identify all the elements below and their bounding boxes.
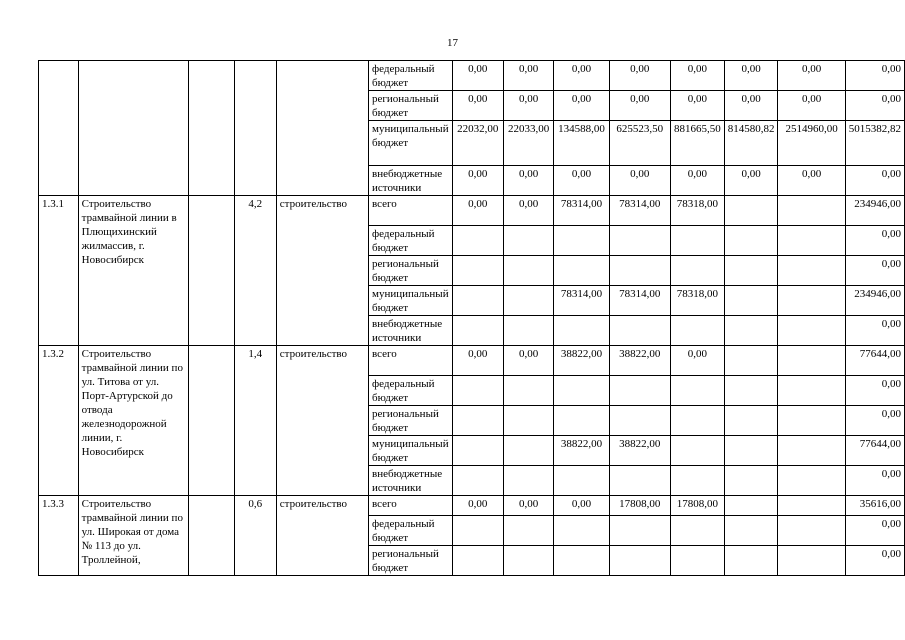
year-value: 0,00 [724, 61, 778, 91]
year-value [778, 376, 845, 406]
year-value: 38822,00 [609, 436, 670, 466]
year-value [778, 256, 845, 286]
total-value: 0,00 [845, 546, 904, 576]
year-value [670, 256, 724, 286]
work-type: строительство [276, 196, 368, 346]
year-value: 0,00 [554, 91, 609, 121]
funding-source: муниципальный бюджет [369, 436, 453, 466]
table-row [39, 346, 905, 376]
total-value: 0,00 [845, 376, 904, 406]
object-name: Строительство трамвайной линии по ул. Титова от ул. Порт-Артурской до отвода железнодорожной линии, г. Новосибирск [78, 346, 188, 496]
year-value: 134588,00 [554, 121, 609, 166]
year-value: 78314,00 [609, 286, 670, 316]
year-value [503, 466, 554, 496]
year-value [724, 516, 778, 546]
year-value: 0,00 [724, 91, 778, 121]
funding-source: региональный бюджет [369, 406, 453, 436]
year-value [670, 406, 724, 436]
year-value [452, 406, 503, 436]
year-value: 38822,00 [554, 346, 609, 376]
year-value: 22032,00 [452, 121, 503, 166]
total-value: 77644,00 [845, 346, 904, 376]
year-value [724, 406, 778, 436]
length-km: 0,6 [234, 496, 276, 576]
year-value: 881665,50 [670, 121, 724, 166]
year-value [609, 546, 670, 576]
year-value [724, 286, 778, 316]
year-value: 0,00 [452, 61, 503, 91]
total-value: 5015382,82 [845, 121, 904, 166]
length-km: 4,2 [234, 196, 276, 346]
year-value [554, 226, 609, 256]
year-value [503, 516, 554, 546]
year-value: 22033,00 [503, 121, 554, 166]
year-value [609, 256, 670, 286]
object-name [78, 61, 188, 196]
row-number: 1.3.3 [39, 496, 79, 576]
year-value: 0,00 [503, 166, 554, 196]
year-value: 0,00 [778, 61, 845, 91]
year-value [554, 256, 609, 286]
year-value: 0,00 [452, 196, 503, 226]
year-value [554, 406, 609, 436]
year-value: 0,00 [554, 166, 609, 196]
year-value [609, 376, 670, 406]
funding-source: внебюджетные источники [369, 316, 453, 346]
year-value [724, 196, 778, 226]
year-value [609, 516, 670, 546]
year-value: 0,00 [609, 61, 670, 91]
funding-source: всего [369, 496, 453, 516]
year-value: 0,00 [609, 91, 670, 121]
year-value: 0,00 [452, 91, 503, 121]
total-value: 0,00 [845, 61, 904, 91]
year-value [670, 516, 724, 546]
total-value: 0,00 [845, 316, 904, 346]
year-value [778, 286, 845, 316]
year-value: 814580,82 [724, 121, 778, 166]
year-value [778, 546, 845, 576]
year-value [609, 466, 670, 496]
year-value [503, 316, 554, 346]
year-value [778, 466, 845, 496]
year-value [554, 466, 609, 496]
year-value [452, 286, 503, 316]
object-name: Строительство трамвайной линии по ул. Широкая от дома № 113 до ул. Троллейной, [78, 496, 188, 576]
year-value [554, 316, 609, 346]
empty-cell [188, 196, 234, 346]
year-value [609, 226, 670, 256]
work-type [276, 61, 368, 196]
empty-cell [188, 496, 234, 576]
year-value [503, 436, 554, 466]
year-value: 0,00 [503, 346, 554, 376]
year-value: 2514960,00 [778, 121, 845, 166]
year-value [452, 436, 503, 466]
year-value [778, 226, 845, 256]
year-value [778, 196, 845, 226]
year-value: 0,00 [609, 166, 670, 196]
year-value: 78318,00 [670, 286, 724, 316]
year-value [554, 546, 609, 576]
year-value [503, 406, 554, 436]
table-row [39, 61, 905, 91]
funding-source: внебюджетные источники [369, 166, 453, 196]
year-value [670, 316, 724, 346]
year-value [452, 316, 503, 346]
year-value [670, 466, 724, 496]
year-value: 0,00 [503, 61, 554, 91]
row-number [39, 61, 79, 196]
year-value: 78314,00 [609, 196, 670, 226]
length-km: 1,4 [234, 346, 276, 496]
year-value [778, 346, 845, 376]
year-value: 0,00 [503, 91, 554, 121]
year-value [452, 516, 503, 546]
object-name: Строительство трамвайной линии в Плющихинский жилмассив, г. Новосибирск [78, 196, 188, 346]
year-value [778, 316, 845, 346]
year-value [609, 406, 670, 436]
year-value [503, 286, 554, 316]
year-value [452, 466, 503, 496]
year-value [724, 546, 778, 576]
row-number: 1.3.1 [39, 196, 79, 346]
year-value [452, 226, 503, 256]
year-value: 0,00 [503, 496, 554, 516]
year-value [670, 376, 724, 406]
funding-source: муниципальный бюджет [369, 286, 453, 316]
year-value: 0,00 [670, 61, 724, 91]
total-value: 0,00 [845, 166, 904, 196]
funding-source: всего [369, 196, 453, 226]
year-value [554, 516, 609, 546]
total-value: 77644,00 [845, 436, 904, 466]
year-value [724, 226, 778, 256]
funding-source: федеральный бюджет [369, 516, 453, 546]
funding-source: всего [369, 346, 453, 376]
year-value [670, 226, 724, 256]
year-value [452, 376, 503, 406]
year-value: 0,00 [670, 91, 724, 121]
year-value [452, 256, 503, 286]
total-value: 234946,00 [845, 286, 904, 316]
year-value [670, 436, 724, 466]
year-value [554, 376, 609, 406]
year-value [724, 466, 778, 496]
funding-source: внебюджетные источники [369, 466, 453, 496]
year-value [778, 436, 845, 466]
year-value: 17808,00 [609, 496, 670, 516]
year-value [778, 406, 845, 436]
year-value: 0,00 [778, 91, 845, 121]
total-value: 0,00 [845, 91, 904, 121]
funding-source: региональный бюджет [369, 546, 453, 576]
funding-source: федеральный бюджет [369, 226, 453, 256]
year-value: 17808,00 [670, 496, 724, 516]
year-value [452, 546, 503, 576]
funding-source: федеральный бюджет [369, 61, 453, 91]
empty-cell [188, 61, 234, 196]
year-value: 38822,00 [554, 436, 609, 466]
total-value: 35616,00 [845, 496, 904, 516]
table-row [39, 496, 905, 516]
year-value [778, 516, 845, 546]
table-row [39, 196, 905, 226]
year-value: 625523,50 [609, 121, 670, 166]
year-value [503, 376, 554, 406]
work-type: строительство [276, 496, 368, 576]
year-value [724, 316, 778, 346]
row-number: 1.3.2 [39, 346, 79, 496]
year-value [670, 546, 724, 576]
year-value: 78318,00 [670, 196, 724, 226]
year-value [724, 436, 778, 466]
work-type: строительство [276, 346, 368, 496]
year-value: 0,00 [554, 61, 609, 91]
year-value: 0,00 [670, 346, 724, 376]
year-value: 78314,00 [554, 286, 609, 316]
year-value: 0,00 [554, 496, 609, 516]
year-value: 0,00 [503, 196, 554, 226]
year-value: 78314,00 [554, 196, 609, 226]
year-value [724, 376, 778, 406]
year-value [778, 496, 845, 516]
empty-cell [188, 346, 234, 496]
total-value: 0,00 [845, 256, 904, 286]
length-km [234, 61, 276, 196]
budget-table [38, 60, 905, 576]
page-number: 17 [447, 37, 458, 49]
funding-source: муниципальный бюджет [369, 121, 453, 166]
total-value: 0,00 [845, 226, 904, 256]
year-value [609, 316, 670, 346]
year-value: 0,00 [452, 496, 503, 516]
funding-source: региональный бюджет [369, 256, 453, 286]
funding-source: федеральный бюджет [369, 376, 453, 406]
year-value: 0,00 [452, 346, 503, 376]
year-value [503, 226, 554, 256]
total-value: 0,00 [845, 466, 904, 496]
year-value: 0,00 [778, 166, 845, 196]
total-value: 234946,00 [845, 196, 904, 226]
year-value [724, 346, 778, 376]
funding-source: региональный бюджет [369, 91, 453, 121]
year-value [724, 256, 778, 286]
total-value: 0,00 [845, 406, 904, 436]
year-value [503, 256, 554, 286]
year-value: 0,00 [724, 166, 778, 196]
year-value [724, 496, 778, 516]
year-value: 38822,00 [609, 346, 670, 376]
year-value [503, 546, 554, 576]
year-value: 0,00 [670, 166, 724, 196]
year-value: 0,00 [452, 166, 503, 196]
total-value: 0,00 [845, 516, 904, 546]
